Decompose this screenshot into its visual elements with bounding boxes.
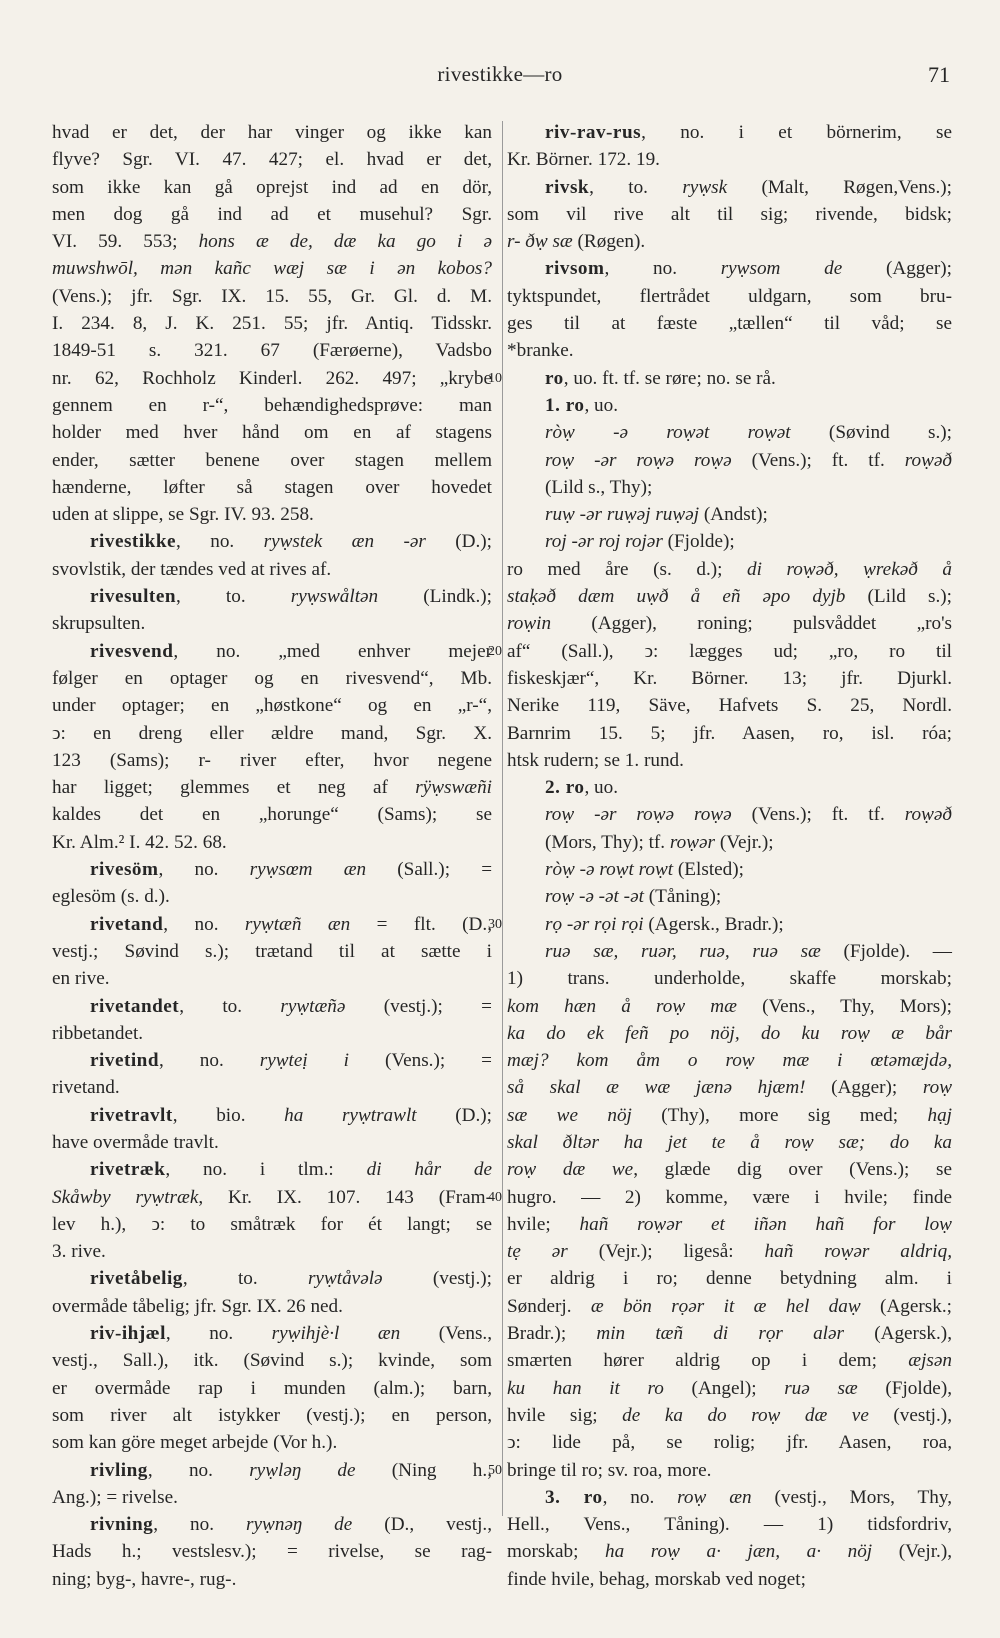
text-line: Bradr.); min tæñ di rọr alər (Agersk.),	[507, 1323, 952, 1345]
column-divider	[502, 121, 503, 1516]
text-line: (Mors, Thy); tf. roẉər (Vejr.);	[545, 831, 774, 853]
text-line: som kan göre meget arbejde (Vor h.).	[52, 1432, 338, 1454]
text-line: rivling, no. ryẉləŋ de (Ning h.,	[90, 1459, 492, 1481]
text-line: ning; byg-, havre-, rug-.	[52, 1568, 237, 1590]
text-line: en rive.	[52, 968, 110, 990]
text-line: som vil rive alt til sig; rivende, bidsk;	[507, 203, 952, 225]
text-line: rivetræk, no. i tlm.: di hår de	[90, 1159, 492, 1181]
text-line: 2. ro, uo.	[545, 777, 619, 799]
text-line: muwshwōl, mən kañc wæj sæ i ən kobos?	[52, 258, 492, 280]
text-line: vestj., Sall.), itk. (Søvind s.); kvinde, som	[52, 1350, 492, 1372]
text-line: finde hvile, behag, morskab ved noget;	[507, 1568, 806, 1590]
margin-line-number: 20	[488, 643, 502, 659]
text-line: rivning, no. ryẉnəŋ de (D., vestj.,	[90, 1514, 492, 1536]
text-line: skrupsulten.	[52, 613, 146, 635]
text-line: rivetandet, to. ryẉtæñə (vestj.); =	[90, 995, 492, 1017]
text-line: følger en optager og en rivesvend“, Mb.	[52, 667, 492, 689]
margin-line-number: 50	[488, 1462, 502, 1478]
text-line: VI. 59. 553; hons æ de, dæ ka go i ə	[52, 231, 493, 253]
text-line: skal ðltər ha jet te å roẉ sæ; do ka	[507, 1131, 952, 1153]
text-line: Skåwby ryẉtræk, Kr. IX. 107. 143 (Fram-	[52, 1186, 492, 1208]
text-line: rivetand, no. ryẉtæñ æn = flt. (D.,	[90, 913, 492, 935]
text-line: som river alt istykker (vestj.); en person,	[52, 1404, 492, 1426]
text-line: morskab; ha roẉ a· jæn, a· nöj (Vejr.),	[507, 1541, 953, 1563]
text-line: Sønderj. æ bön rọər it æ hel daẉ (Agersk.;	[507, 1295, 952, 1317]
text-line: ↄ: lide på, se rolig; jfr. Aasen, roa,	[507, 1432, 952, 1454]
text-line: staḳəð dæm uẉð å eñ əpo dyjb (Lild s.);	[507, 586, 952, 608]
text-line: Hell., Vens., Tåning). — 1) tidsfordriv,	[507, 1514, 952, 1536]
text-line: ribbetandet.	[52, 1022, 144, 1044]
text-line: ròẉ -ə roẉt roẉt (Elsted);	[545, 859, 744, 881]
text-line: r- ðẉ sæ (Røgen).	[507, 231, 646, 253]
text-line: ruə sæ, ruər, ruə, ruə sæ (Fjolde). —	[545, 940, 952, 962]
text-line: ku han it ro (Angel); ruə sæ (Fjolde),	[507, 1377, 953, 1399]
text-line: hvile sig; de ka do roẉ dæ ve (vestj.),	[507, 1404, 952, 1426]
running-head: rivestikke—ro	[437, 62, 563, 86]
margin-line-number: 30	[488, 916, 502, 932]
text-line: ròẉ -ə roẉət roẉət (Søvind s.);	[545, 422, 952, 444]
text-line: fiskeskjær“, Kr. Börner. 13; jfr. Djurkl.	[507, 667, 952, 689]
text-line: hvile; hañ roẉər et iñən hañ for loẉ	[507, 1213, 952, 1235]
text-line: men dog gå ind ad et musehul? Sgr.	[52, 203, 492, 225]
text-line: bringe til ro; sv. roa, more.	[507, 1459, 712, 1481]
text-line: hvad er det, der har vinger og ikke kan	[52, 122, 492, 143]
text-line: tyktspundet, flertrådet uldgarn, som bru-	[507, 285, 952, 307]
margin-line-number: 10	[488, 370, 502, 386]
text-line: rivetand.	[52, 1077, 120, 1099]
text-line: rivetravlt, bio. ha ryẉtrawlt (D.);	[90, 1104, 492, 1126]
text-line: kom hæn å roẉ mæ (Vens., Thy, Mors);	[507, 995, 952, 1017]
text-line: hugro. — 2) komme, være i hvile; finde	[507, 1186, 952, 1208]
text-line: under optager; en „høstkone“ og en „r-“,	[52, 695, 492, 717]
text-line: ender, sætter benene over stagen mellem	[52, 449, 492, 471]
margin-line-number: 40	[488, 1189, 502, 1205]
text-line: 3. ro, no. roẉ æn (vestj., Mors, Thy,	[545, 1486, 952, 1508]
text-line: smærten hører aldrig op i dem; æjsən	[507, 1350, 952, 1372]
text-line: rivesvend, no. „med enhver mejer	[90, 640, 492, 662]
text-line: Kr. Börner. 172. 19.	[507, 149, 660, 171]
text-line: svovlstik, der tændes ved at rives af.	[52, 558, 332, 580]
left-column	[52, 119, 492, 1593]
text-line: rivsk, to. ryẉsk (Malt, Røgen,Vens.);	[545, 176, 952, 198]
page-number: 71	[928, 62, 950, 87]
text-line: så skal æ wæ jænə hjæm! (Agger); roẉ	[507, 1077, 952, 1099]
text-line: eglesöm (s. d.).	[52, 886, 170, 908]
text-line: nr. 62, Rochholz Kinderl. 262. 497; „krybe	[52, 367, 492, 389]
text-line: er overmåde rap i munden (alm.); barn,	[52, 1377, 492, 1399]
text-line: tẹ ər (Vejr.); ligeså: hañ roẉər aldriq,	[507, 1241, 952, 1263]
text-line: 3. rive.	[52, 1241, 106, 1263]
text-line: roẉin (Agger), roning; pulsvåddet „ro's	[507, 613, 952, 635]
text-line: ro med åre (s. d.); di roẉəð, ẉrekəð å	[507, 558, 952, 580]
text-line: kaldes det en „horunge“ (Sams); se	[52, 804, 492, 826]
text-line: rivsom, no. ryẉsom de (Agger);	[545, 258, 953, 280]
page-header	[0, 62, 1000, 94]
text-line: Ang.); = rivelse.	[52, 1486, 178, 1508]
text-line: Barnrim 15. 5; jfr. Aasen, ro, isl. róa;	[507, 722, 952, 744]
text-line: hænderne, løfter så stagen over hovedet	[52, 476, 492, 498]
text-line: rọ -ər rọi rọi (Agersk., Bradr.);	[545, 913, 784, 935]
text-line: have overmåde travlt.	[52, 1131, 219, 1153]
text-line: rivetåbelig, to. ryẉtåvələ (vestj.);	[90, 1268, 492, 1290]
text-line: har ligget; glemmes et neg af rÿẉswæñi	[52, 777, 492, 799]
text-line: ↄ: en dreng eller ældre mand, Sgr. X.	[52, 722, 492, 744]
text-line: overmåde tåbelig; jfr. Sgr. IX. 26 ned.	[52, 1295, 343, 1317]
text-line: riv-rav-rus, no. i et börnerim, se	[545, 122, 952, 143]
text-line: lev h.), ↄ: to småtræk for ét langt; se	[52, 1213, 492, 1235]
text-line: (Vens.); jfr. Sgr. IX. 15. 55, Gr. Gl. d. M.	[52, 285, 492, 307]
text-line: rivestikke, no. ryẉstek æn -ər (D.);	[90, 531, 493, 553]
text-line: ka do ek feñ po nöj, do ku roẉ æ bår	[507, 1022, 952, 1044]
text-line: 123 (Sams); r- river efter, hvor negene	[52, 749, 492, 771]
text-line: 1849-51 s. 321. 67 (Færøerne), Vadsbo	[52, 340, 492, 362]
text-line: gennem en r-“, behændighedsprøve: man	[52, 394, 492, 416]
text-line: htsk rudern; se 1. rund.	[507, 749, 684, 771]
text-line: sæ we nöj (Thy), more sig med; hạj	[507, 1104, 952, 1126]
text-line: holder med hver hånd om en af stagens	[52, 422, 492, 444]
text-line: ruẉ -ər ruẉəj ruẉəj (Andst);	[545, 504, 768, 526]
text-line: rivesulten, to. ryẉswåltən (Lindk.);	[90, 586, 492, 608]
text-line: mæj? kom åm o roẉ mæ i œtəmæjdə,	[507, 1050, 952, 1072]
text-line: er aldrig i ro; denne betydning alm. i	[507, 1268, 952, 1290]
text-line: ro, uo. ft. tf. se røre; no. se rå.	[545, 367, 776, 389]
text-line: ges til at fæste „tællen“ til våd; se	[507, 313, 952, 335]
text-line: roẉ -ər roẉə roẉə (Vens.); ft. tf. roẉəð	[545, 449, 952, 471]
text-line: riv-ihjæl, no. ryẉihjè·l æn (Vens.,	[90, 1323, 493, 1345]
text-line: roẉ -ə -ət -ət (Tåning);	[545, 886, 722, 908]
text-line: (Lild s., Thy);	[545, 476, 653, 498]
text-line: roẉ dæ we, glæde dig over (Vens.); se	[507, 1159, 952, 1181]
text-line: som ikke kan gå oprejst ind ad en dör,	[52, 176, 492, 198]
text-line: vestj.; Søvind s.); trætand til at sætte i	[52, 940, 492, 962]
text-line: *branke.	[507, 340, 574, 362]
text-line: Kr. Alm.² I. 42. 52. 68.	[52, 831, 227, 853]
text-line: I. 234. 8, J. K. 251. 55; jfr. Antiq. Tidsskr.	[52, 313, 492, 335]
text-line: Hads h.; vestslesv.); = rivelse, se rag-	[52, 1541, 492, 1563]
text-line: flyve? Sgr. VI. 47. 427; el. hvad er det,	[52, 149, 492, 171]
text-line: rivesöm, no. ryẉsœm æn (Sall.); =	[90, 859, 493, 881]
right-column	[507, 119, 952, 1593]
text-line: 1) trans. underholde, skaffe morskab;	[507, 968, 952, 990]
text-line: rivetind, no. ryẉteị i (Vens.); =	[90, 1050, 492, 1072]
text-line: Nerike 119, Säve, Hafvets S. 25, Nordl.	[507, 695, 952, 717]
text-line: 1. ro, uo.	[545, 394, 619, 416]
text-line: roj -ər roj rojər (Fjolde);	[545, 531, 735, 553]
text-line: uden at slippe, se Sgr. IV. 93. 258.	[52, 504, 314, 526]
text-line: af“ (Sall.), ↄ: lægges ud; „ro, ro til	[507, 640, 952, 662]
text-line: roẉ -ər roẉə roẉə (Vens.); ft. tf. roẉəð	[545, 804, 952, 826]
